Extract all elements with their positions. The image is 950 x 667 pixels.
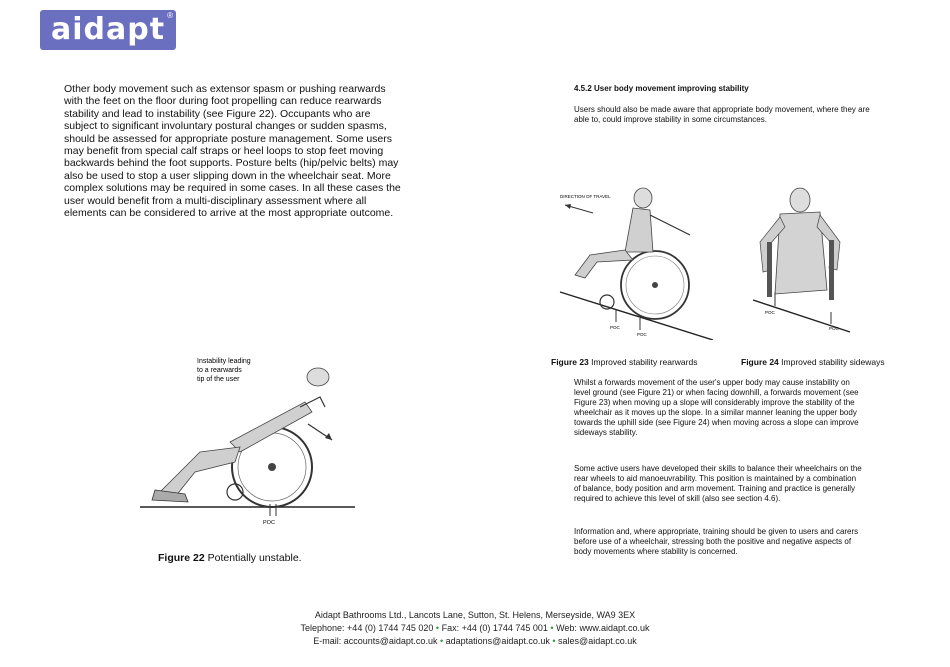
footer-separator: •: [439, 636, 444, 646]
fig24-poc-label-2: POC: [829, 326, 839, 331]
figure-24-number: Figure 24: [741, 357, 779, 367]
body-paragraph-3: Information and, where appropriate, training should be given to users and carers before use of a wheelchair, stressing both the positive and negative aspects of body movements where stability is concerned.: [574, 527, 859, 556]
fig24-poc-label-1: POC: [765, 310, 775, 315]
fig22-label-line2: to a rearwards: [197, 367, 242, 374]
fig23-poc-label-2: POC: [637, 332, 647, 337]
figure-22-caption-text: Potentially unstable.: [204, 552, 302, 564]
figure-22-illustration: [140, 352, 360, 532]
body-paragraph-1: Whilst a forwards movement of the user's upper body may cause instability on level ground (see Figure 21) or when facing downhill, a forwards movement (see Figure 23) when moving up a slope will considerably improve the stability of the wheelchair as it moves up the slope. In a similar manner leaning the upper body towards the uphill side (see Figure 24) when moving across a slope can improve sideways stability.: [574, 378, 859, 437]
footer-email-adaptations[interactable]: adaptations@aidapt.co.uk: [445, 636, 550, 646]
figure-24-caption-text: Improved stability sideways: [778, 357, 885, 367]
left-paragraph: Other body movement such as extensor spasm or pushing rearwards with the feet on the floor during foot propelling can reduce rearwards stability and lead to instability (see Figure 22). Occupants who are subject to significant involuntary postural changes or sudden spasms, should be assessed for appropriate posture management. Some users may benefit from special calf straps or heel loops to stop feet moving backwards behind the foot supports. Posture belts (hip/pelvic belts) may also be used to stop a user slipping down in the wheelchair seat. More complex solutions may be required in some cases. In all these cases the user would benefit from a multi-disciplinary assessment where all elements can be considered to arrive at the most appropriate outcome.: [64, 83, 401, 220]
figure-23-number: Figure 23: [551, 357, 589, 367]
figure-23-caption: [551, 357, 697, 367]
section-heading: 4.5.2 User body movement improving stability: [574, 84, 749, 93]
figure-22-caption: [158, 552, 302, 564]
fig22-label-line1: Instability leading: [197, 358, 251, 365]
footer-email-sales[interactable]: sales@aidapt.co.uk: [558, 636, 637, 646]
body-paragraph-2: Some active users have developed their skills to balance their wheelchairs on the rear wheels to aid manoeuvrability. This position is maintained by a combination of balance, body position and arm movement. Training and practice is generally required to achieve this level of skill (also see section 4.6).: [574, 464, 862, 503]
footer-separator: •: [552, 636, 556, 646]
fig23-direction-label: DIRECTION OF TRAVEL: [560, 194, 611, 199]
footer-web-link[interactable]: Web: www.aidapt.co.uk: [556, 623, 650, 633]
footer-telephone: Telephone: +44 (0) 1744 745 020: [300, 623, 434, 633]
section-intro: Users should also be made aware that appropriate body movement, where they are able to, could improve stability in some circumstances.: [574, 105, 870, 124]
figure-23-illustration: [555, 180, 715, 340]
figure-22-number: Figure 22: [158, 552, 205, 564]
footer-email-line: [0, 636, 950, 646]
fig22-poc-label: POC: [263, 520, 275, 526]
footer-email-accounts[interactable]: E-mail: accounts@aidapt.co.uk: [313, 636, 438, 646]
aidapt-logo: [40, 10, 176, 50]
footer-separator: •: [435, 623, 440, 633]
figure-23-caption-text: Improved stability rearwards: [588, 357, 698, 367]
fig22-label-line3: tip of the user: [197, 376, 240, 383]
fig23-poc-label-1: POC: [610, 325, 620, 330]
footer-fax: Fax: +44 (0) 1744 745 001: [441, 623, 548, 633]
footer-contact-line: [0, 623, 950, 633]
figure-24-caption: [741, 357, 885, 367]
footer-address: Aidapt Bathrooms Ltd., Lancots Lane, Sutton, St. Helens, Merseyside, WA9 3EX: [314, 610, 636, 620]
figure-24-illustration: [745, 182, 855, 338]
logo-registered-mark: ®: [167, 11, 173, 20]
logo-text: aidapt: [50, 12, 166, 47]
footer-separator: •: [550, 623, 554, 633]
